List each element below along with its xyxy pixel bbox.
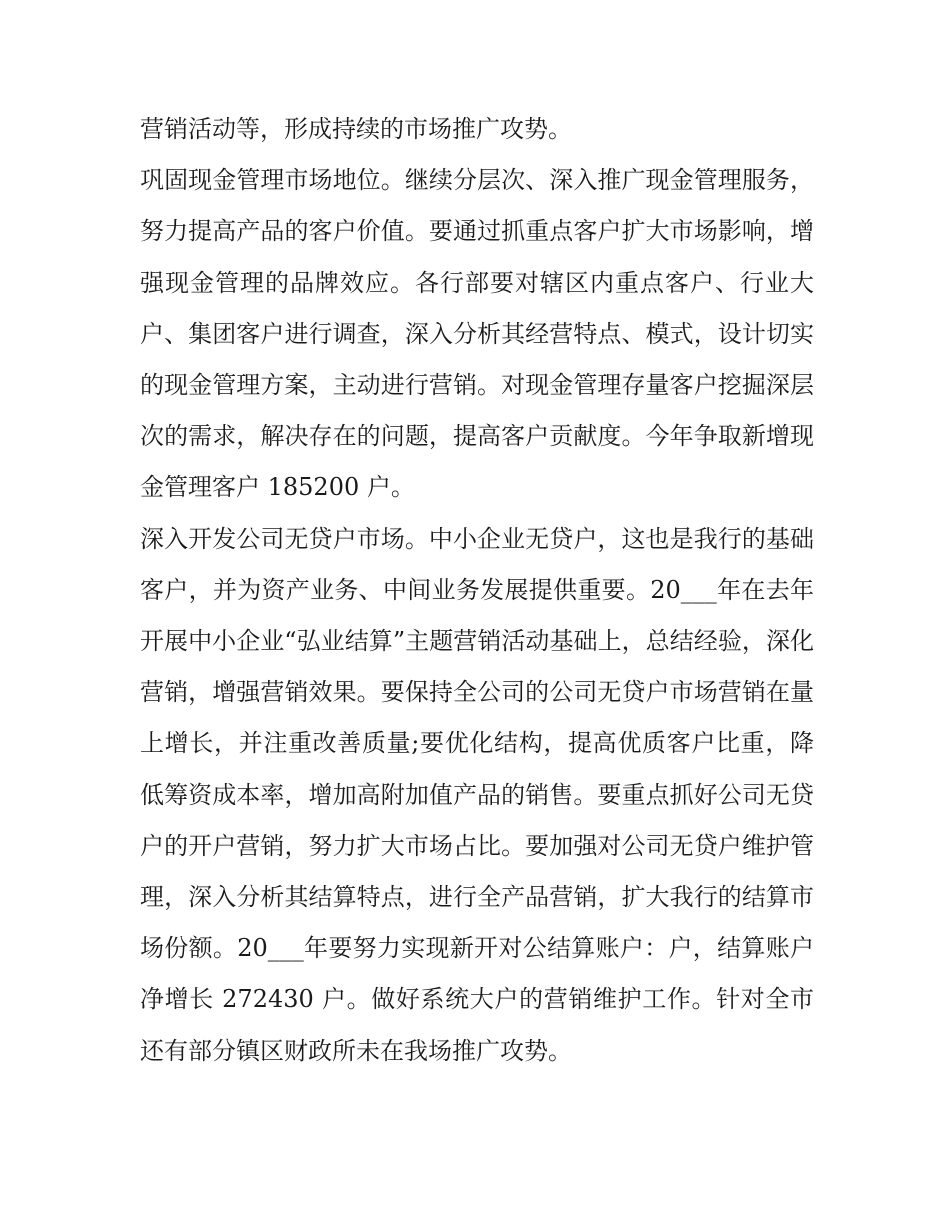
paragraph-1: 营销活动等，形成持续的市场推广攻势。	[140, 115, 572, 143]
paragraph-3: 深入开发公司无贷户市场。中小企业无贷户，这也是我行的基础客户，并为资产业务、中间业务发展提供重要。20___年在去年开展中小企业“弘业结算”主题营销活动基础上，总结经验，深化营销，增强营销效果。要保持全公司的公司无贷户市场营销在量上增长，并注重改善质量;要优化结构，提高优质客户比重，降低筹资成本率，增加高附加值产品的销售。要重点抓好公司无贷户的开户营销，努力扩大市场占比。要加强对公司无贷户维护管理，深入分析其结算特点，进行全产品营销，扩大我行的结算市场份额。20___年要努力实现新开对公结算账户：户，结算账户净增长 272430 户。做好系统大户的营销维护工作。针对全市还有部分镇区财政所未在我场推广攻势。	[140, 524, 814, 1065]
document-body	[140, 104, 814, 1077]
paragraph-2: 巩固现金管理市场地位。继续分层次、深入推广现金管理服务，努力提高产品的客户价值。要通过抓重点客户扩大市场影响，增强现金管理的品牌效应。各行部要对辖区内重点客户、行业大户、集团客户进行调查，深入分析其经营特点、模式，设计切实的现金管理方案，主动进行营销。对现金管理存量客户挖掘深层次的需求，解决存在的问题，提高客户贡献度。今年争取新增现金管理客户 185200 户。	[140, 166, 814, 502]
